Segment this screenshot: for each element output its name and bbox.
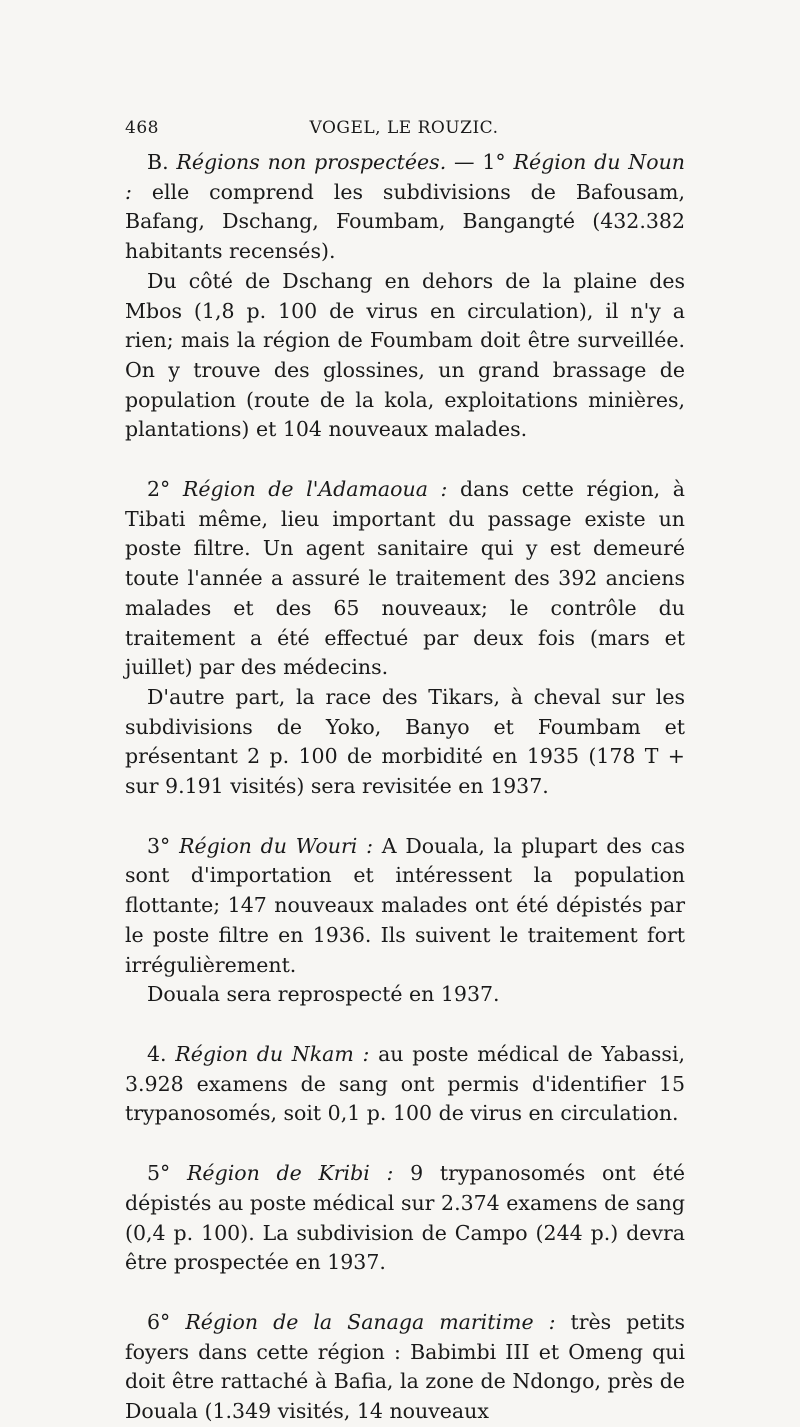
paragraph-region-adamaoua: 2° Région de l'Adamaoua : dans cette région, à Tibati même, lieu important du passage existe un poste filtre. Un agent sanitaire qui y est demeuré toute l'année a assuré le traitement des 392 anciens malades et des 65 nouveaux; le contrôle du traitement a été effectué par deux fois (mars et juillet) par des médecins. bbox=[125, 477, 686, 680]
region-title: Région du Noun : bbox=[125, 150, 685, 204]
paragraph-region-kribi: 5° Région de Kribi : 9 trypanosomés ont été dépistés au poste médical sur 2.374 examens de sang (0,4 p. 100). La subdivision de Campo (244 p.) devra être prospectée en 1937. bbox=[125, 1161, 685, 1275]
paragraph-region-noun: B. Régions non prospectées. — 1° Région du Noun : elle comprend les subdivisions de Bafousam, Bafang, Dschang, Foumbam, Bangangté (432.382 habitants recensés). bbox=[125, 150, 685, 264]
paragraph-tikars: D'autre part, la race des Tikars, à cheval sur les subdivisions de Yoko, Banyo et Foumbam et présentant 2 p. 100 de morbidité en 1935 (178 T + sur 9.191 visités) sera revisitée en 1937. bbox=[125, 684, 685, 799]
region-title: Région du Nkam : bbox=[175, 1041, 370, 1066]
region-title: Région de l'Adamaoua : bbox=[182, 477, 448, 502]
page-number: 468 bbox=[125, 118, 159, 138]
page bbox=[125, 118, 685, 1427]
region-title: Région du Wouri : bbox=[179, 833, 374, 858]
region-title: Région de la Sanaga maritime : bbox=[185, 1309, 556, 1334]
region-title: Région de Kribi : bbox=[187, 1161, 394, 1186]
running-title: VOGEL, LE ROUZIC. bbox=[309, 118, 499, 138]
paragraph-region-sanaga: 6° Région de la Sanaga maritime : très petits foyers dans cette région : Babimbi III et Omeng qui doit être rattaché à Bafia, la zone de Ndongo, près de Douala (1.349 visités, 14 nouveaux bbox=[125, 1309, 686, 1424]
paragraph-region-wouri: 3° Région du Wouri : A Douala, la plupart des cas sont d'importation et intéressent la population flottante; 147 nouveaux malades ont été dépistés par le poste filtre en 1936. Ils suivent le traitement fort irrégulièrement. bbox=[125, 833, 686, 977]
paragraph-dschang: Du côté de Dschang en dehors de la plaine des Mbos (1,8 p. 100 de virus en circulation), il n'y a rien; mais la région de Foumbam doit être surveillée. On y trouve des glossines, un grand brassage de population (route de la kola, exploitations minières, plantations) et 104 nouveaux malades. bbox=[125, 268, 685, 442]
paragraph-region-nkam: 4. Région du Nkam : au poste médical de Yabassi, 3.928 examens de sang ont permis d'identifier 15 trypanosomés, soit 0,1 p. 100 de virus en circulation. bbox=[125, 1041, 686, 1126]
section-title: Régions non prospectées. bbox=[176, 150, 447, 174]
running-header bbox=[125, 118, 685, 138]
paragraph-douala: Douala sera reprospecté en 1937. bbox=[147, 982, 500, 1007]
